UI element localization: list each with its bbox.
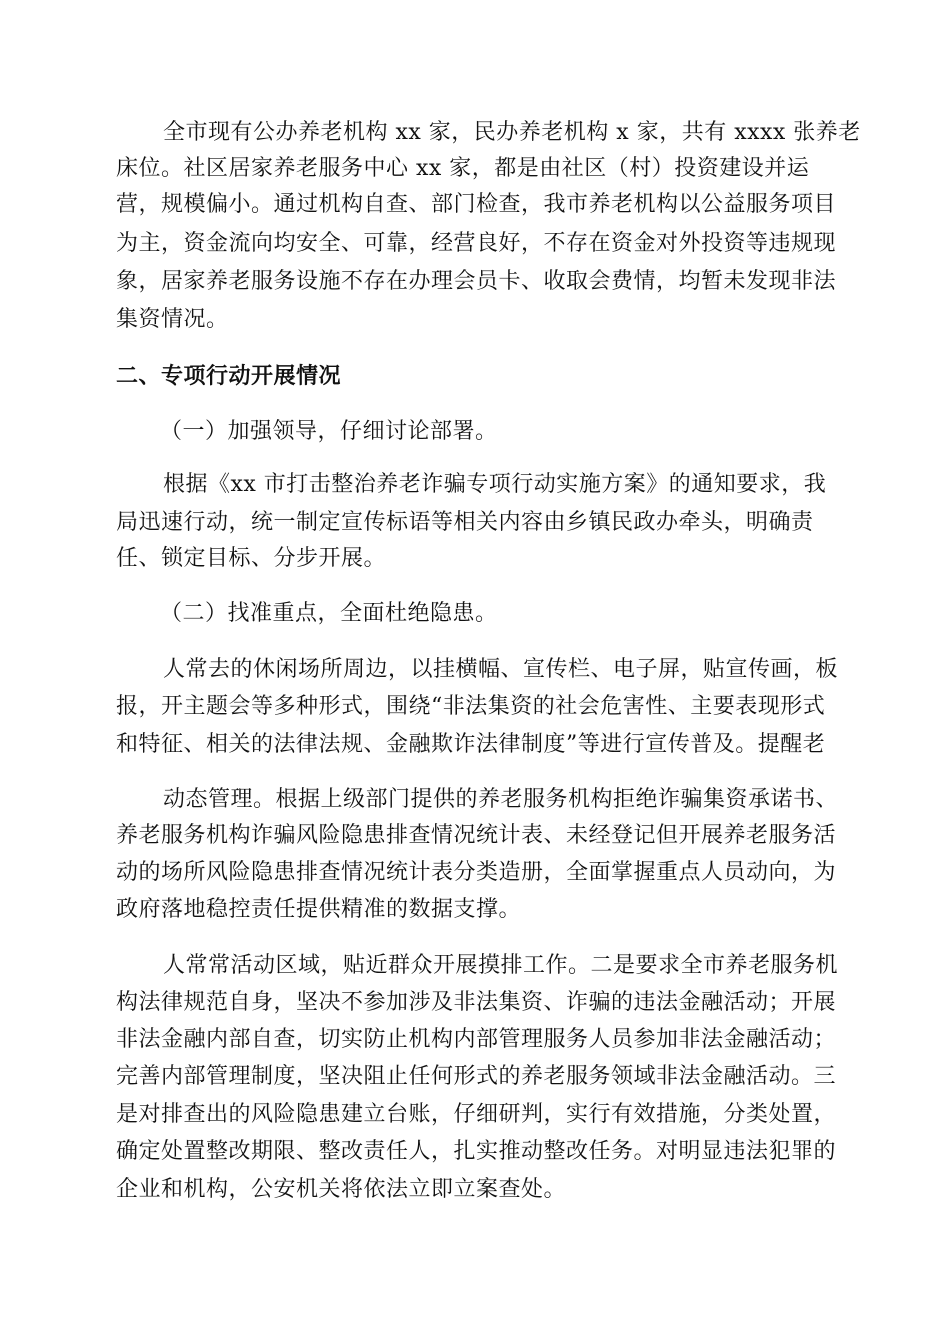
paragraph-1-line-6: 集资情况。 <box>116 307 229 332</box>
section-heading: 二、专项行动开展情况 <box>116 364 342 389</box>
paragraph-1-line-2: 床位。社区居家养老服务中心 xx 家，都是由社区（村）投资建设并运 <box>116 156 810 181</box>
paragraph-5-line-4: 完善内部管理制度，坚决阻止任何形式的养老服务领域非法金融活动。三 <box>116 1064 837 1089</box>
paragraph-4-line-2: 养老服务机构诈骗风险隐患排查情况统计表、未经登记但开展养老服务活 <box>116 823 837 848</box>
paragraph-5-line-1: 人常常活动区域，贴近群众开展摸排工作。二是要求全市养老服务机 <box>163 953 839 978</box>
paragraph-1-line-5: 象，居家养老服务设施不存在办理会员卡、收取会费情，均暂未发现非法 <box>116 269 837 294</box>
paragraph-3-line-1: 人常去的休闲场所周边，以挂横幅、宣传栏、电子屏，贴宣传画，板 <box>163 657 839 682</box>
paragraph-5-line-2: 构法律规范自身，坚决不参加涉及非法集资、诈骗的违法金融活动；开展 <box>116 990 837 1015</box>
paragraph-1-line-3: 营，规模偏小。通过机构自查、部门检查，我市养老机构以公益服务项目 <box>116 192 837 217</box>
paragraph-4-line-4: 政府落地稳控责任提供精准的数据支撑。 <box>116 897 522 922</box>
paragraph-3-line-2: 报，开主题会等多种形式，围绕“非法集资的社会危害性、主要表现形式 <box>116 694 826 719</box>
paragraph-5-line-7: 企业和机构，公安机关将依法立即立案查处。 <box>116 1177 567 1202</box>
paragraph-5-line-3: 非法金融内部自查，切实防止机构内部管理服务人员参加非法金融活动； <box>116 1027 837 1052</box>
paragraph-1-line-4: 为主，资金流向均安全、可靠，经营良好，不存在资金对外投资等违规现 <box>116 231 837 256</box>
paragraph-4-line-3: 动的场所风险隐患排查情况统计表分类造册，全面掌握重点人员动向，为 <box>116 860 837 885</box>
paragraph-2-line-3: 任、锁定目标、分步开展。 <box>116 546 387 571</box>
paragraph-2-line-1: 根据《xx 市打击整治养老诈骗专项行动实施方案》的通知要求，我 <box>163 472 827 497</box>
paragraph-5-line-5: 是对排查出的风险隐患建立台账，仔细研判，实行有效措施，分类处置， <box>116 1102 837 1127</box>
subheading-2: （二）找准重点，全面杜绝隐患。 <box>160 601 498 626</box>
subheading-1: （一）加强领导，仔细讨论部署。 <box>160 419 498 444</box>
paragraph-2-line-2: 局迅速行动，统一制定宣传标语等相关内容由乡镇民政办牵头，明确责 <box>116 510 814 535</box>
paragraph-3-line-3: 和特征、相关的法律法规、金融欺诈法律制度”等进行宣传普及。提醒老 <box>116 732 826 757</box>
paragraph-4-line-1: 动态管理。根据上级部门提供的养老服务机构拒绝诈骗集资承诺书、 <box>163 787 839 812</box>
paragraph-5-line-6: 确定处置整改期限、整改责任人，扎实推动整改任务。对明显违法犯罪的 <box>116 1139 837 1164</box>
paragraph-1-line-1: 全市现有公办养老机构 xx 家，民办养老机构 x 家，共有 xxxx 张养老 <box>163 120 861 145</box>
